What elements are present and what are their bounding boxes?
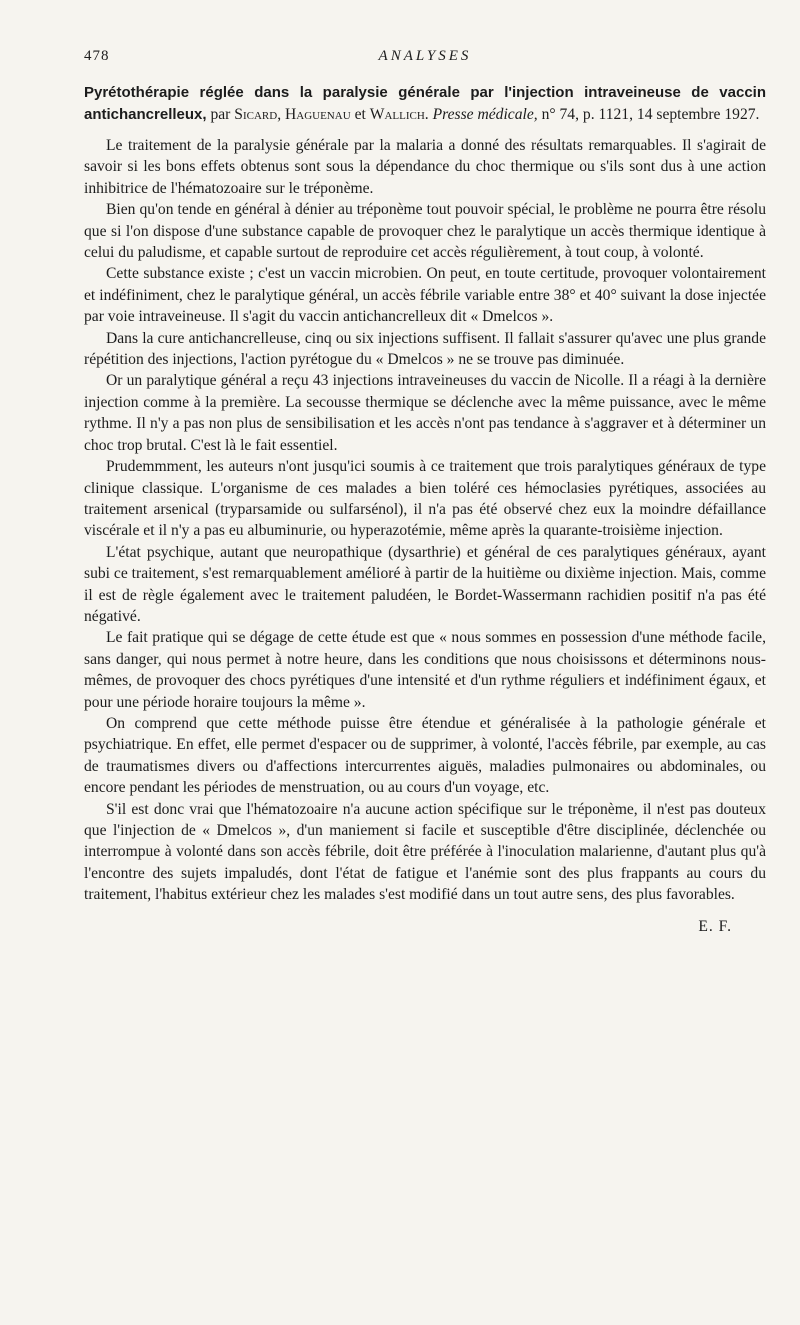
author-2: Haguenau [285,105,351,123]
paragraph-2: Bien qu'on tende en général à dénier au tréponème tout pouvoir spécial, le problème ne pourra être résolu que si l'on dispose d'une substance capable de provoquer chez le paralytique un accès thermique identique à celui du paludisme, et capable surtout de reproduire cet accès régulièrement, à tout coup, à volonté. [84,201,766,262]
by-word: par [210,105,231,123]
paragraph-4: Dans la cure antichancrelleuse, cinq ou six injections suffisent. Il fallait s'assurer qu'avec une plus grande répétition des injections, l'action pyrétogue du « Dmelcos » ne se trouve pas diminuée. [84,329,766,369]
paragraph-8: Le fait pratique qui se dégage de cette étude est que « nous sommes en possession d'une méthode facile, sans danger, qui nous permet à notre heure, dans les conditions que nous choisissons et déterminons nous-mêmes, de provoquer des chocs pyrétiques d'une intensité et d'un rythme réguliers et indéfiniment égaux, et pour une période horaire toujours la même ». [84,629,766,711]
paragraph-3: Cette substance existe ; c'est un vaccin microbien. On peut, en toute certitude, provoquer volontairement et indéfiniment, chez le paralytique général, un accès fébrile variable entre 38° et 40° suivant la dose injectée par voie intraveineuse. Il s'agit du vaccin antichancrelleux dit « Dmelcos ». [84,265,766,326]
running-title: ANALYSES [378,48,472,64]
paragraph-5: Or un paralytique général a reçu 43 injections intraveineuses du vaccin de Nicolle. Il a réagi à la dernière injection comme à la première. La secousse thermique se déclenche avec la même puissance, avec le même rythme. Il n'y a pas non plus de sensibilisation et les accès n'ont pas tendance à s'aggraver et à déterminer un choc trop brutal. C'est là le fait essentiel. [84,372,766,454]
citation: n° 74, p. 1121, 14 septembre 1927. [541,105,760,123]
article-body [84,135,766,906]
paragraph-9: On comprend que cette méthode puisse être étendue et généralisée à la pathologie générale et psychiatrique. En effet, elle permet d'espacer ou de supprimer, à volonté, l'accès fébrile, par exemple, au cas de traumatismes divers ou d'affections intercurrentes aiguës, maladies pulmonaires ou abdominales, ou encore pendant les périodes de menstruation, ou au cours d'un voyage, etc. [84,714,766,797]
running-head [84,38,766,64]
paragraph-10: S'il est donc vrai que l'hématozoaire n'a aucune action spécifique sur le tréponème, il n'est pas douteux que l'injection de « Dmelcos », d'un maniement si facile et susceptible d'être disciplinée, déclenchée ou interrompue à volonté dans son accès fébrile, doit être préférée à l'inoculation malarienne, d'autant plus qu'à l'encontre des sujets impaludés, dont l'état de fatigue et l'anémie sont des plus frappants au cours du traitement, l'habitus extérieur chez les malades s'est modifié dans un tout autre sens, des plus favorables. [84,800,766,904]
journal-name: Presse médicale, [432,105,538,123]
paragraph-6: Prudemmment, les auteurs n'ont jusqu'ici soumis à ce traitement que trois paralytiques généraux de type clinique classique. L'organisme de ces malades a bien toléré ces hémoclasies pyrétiques, associées au traitement arsenical (tryparsamide ou sulfarsénol), il n'a pas été observé chez eux la moindre défaillance viscérale et il n'y a pas eu albuminurie, ou hyperazotémie, même après la quarante-troisième injection. [84,458,766,540]
paragraph-7: L'état psychique, autant que neuropathique (dysarthrie) et général de ces paralytiques généraux, ayant subi ce traitement, s'est remarquablement amélioré à partir de la huitième ou dixième injection. Mais, comme il est de règle également avec le traitement paludéen, le Bordet-Wassermann rachidien positif n'a pas été négativé. [84,543,766,625]
page-number: 478 [84,48,110,64]
and-word: et [354,105,366,123]
author-3: Wallich. [369,105,429,123]
paragraph-1: Le traitement de la paralysie générale par la malaria a donné des résultats remarquables. Il s'agirait de savoir si les bons effets obtenus sont sous la dépendance du choc thermique ou s'ils sont dus à une action inhibitrice de l'hématozoaire sur le tréponème. [84,137,766,197]
author-1: Sicard, [234,105,282,123]
article-title: Pyrétothérapie réglée dans la paralysie générale par l'injection intraveineuse de vaccin antichancrelleux, [84,84,766,123]
signature: E. F. [698,917,732,935]
article-heading [84,82,766,125]
